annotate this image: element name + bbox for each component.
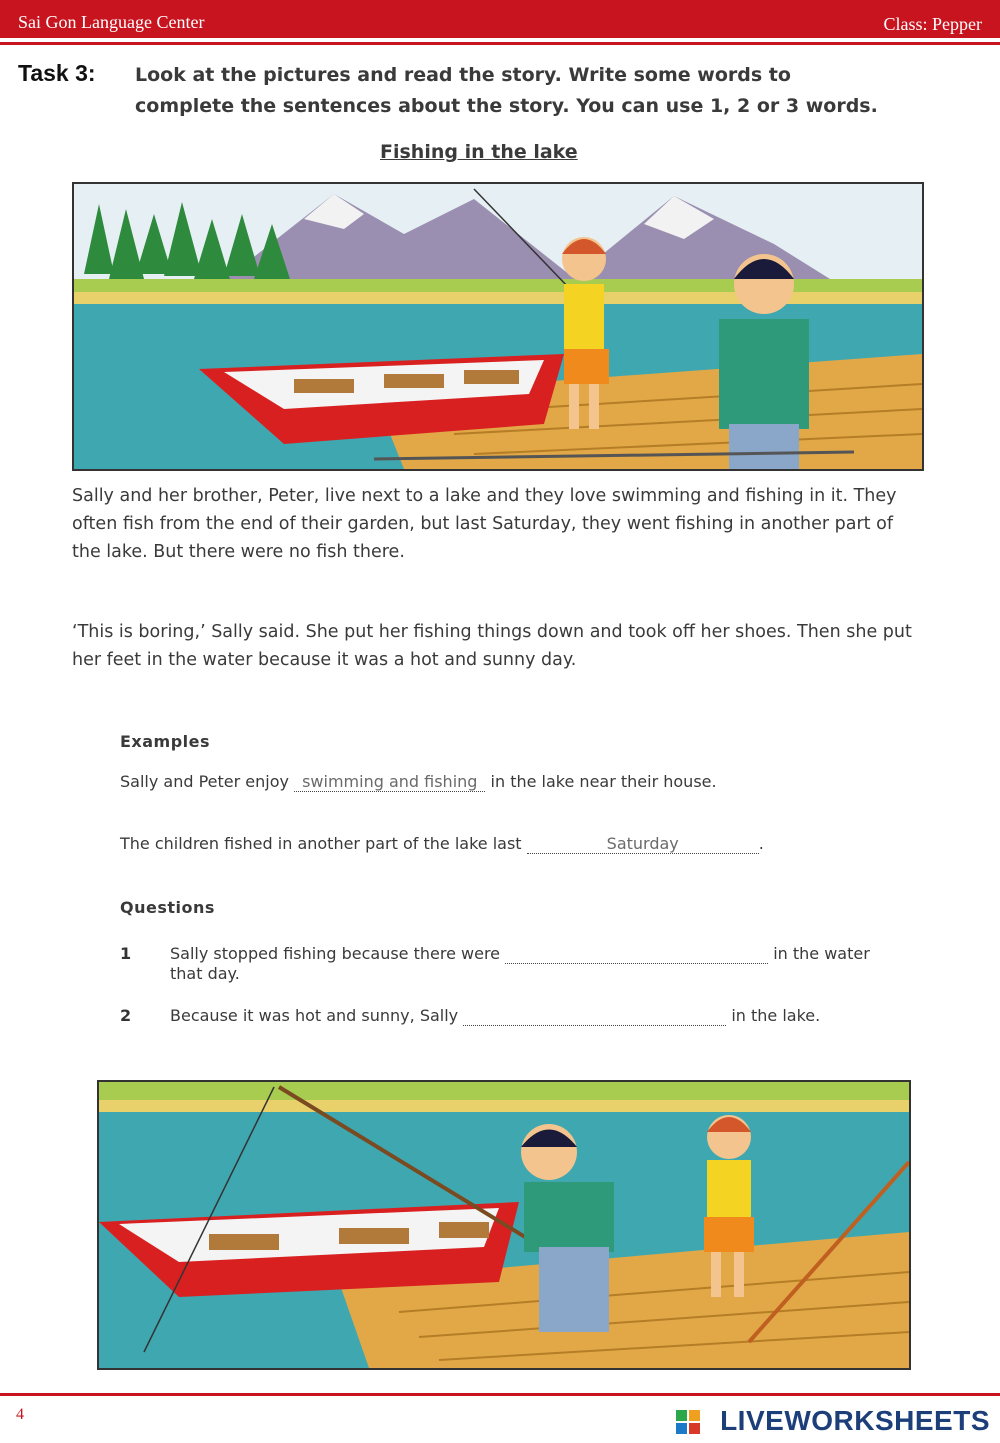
liveworksheets-logo-icon <box>676 1410 700 1434</box>
story-paragraph-2: ‘This is boring,’ Sally said. She put her fishing things down and took off her shoes. Then she put her feet in the water because it was a hot and sunny day. <box>72 622 912 670</box>
example-2-before: The children fished in another part of the lake last <box>120 834 522 853</box>
question-2 <box>170 1006 890 1026</box>
class-name: Class: Pepper <box>883 14 982 34</box>
story-picture-1 <box>72 182 924 471</box>
school-name: Sai Gon Language Center <box>18 12 205 32</box>
question-1-answer-input[interactable] <box>505 945 768 964</box>
story-paragraph-1: Sally and her brother, Peter, live next to a lake and they love swimming and fishing in it. They often fish from the end of their garden, but last Saturday, they went fishing in another part of the lake. But there were no fish there. <box>72 486 897 562</box>
example-1-before: Sally and Peter enjoy <box>120 772 289 791</box>
task-label: Task 3: <box>18 60 96 86</box>
header-bar <box>0 0 1000 38</box>
brand-name[interactable]: LIVEWORKSHEETS <box>720 1405 990 1436</box>
example-2 <box>120 834 900 854</box>
footer-divider <box>0 1393 1000 1396</box>
question-2-answer-input[interactable] <box>463 1007 726 1026</box>
question-1-before: Sally stopped fishing because there were <box>170 944 501 963</box>
questions-title: Questions <box>120 898 215 917</box>
example-1-answer: swimming and fishing <box>294 772 485 792</box>
question-2-number: 2 <box>120 1006 132 1025</box>
question-2-before: Because it was hot and sunny, Sally <box>170 1006 459 1025</box>
story-title: Fishing in the lake <box>380 141 578 163</box>
page-number: 4 <box>16 1406 24 1423</box>
example-1 <box>120 772 840 792</box>
example-2-after: . <box>758 834 764 853</box>
question-2-after: in the lake. <box>731 1006 821 1025</box>
task-instruction: Look at the pictures and read the story. Write some words to complete the sentences about the story. You can use 1, 2 or 3 words. <box>135 64 878 117</box>
example-1-after: in the lake near their house. <box>490 772 717 791</box>
story-picture-2 <box>97 1080 911 1370</box>
question-1 <box>170 944 890 984</box>
question-1-after: in the water that day. <box>170 944 870 983</box>
examples-title: Examples <box>120 732 211 751</box>
question-1-number: 1 <box>120 944 132 963</box>
header-divider <box>0 42 1000 45</box>
example-2-answer: Saturday <box>527 834 759 854</box>
